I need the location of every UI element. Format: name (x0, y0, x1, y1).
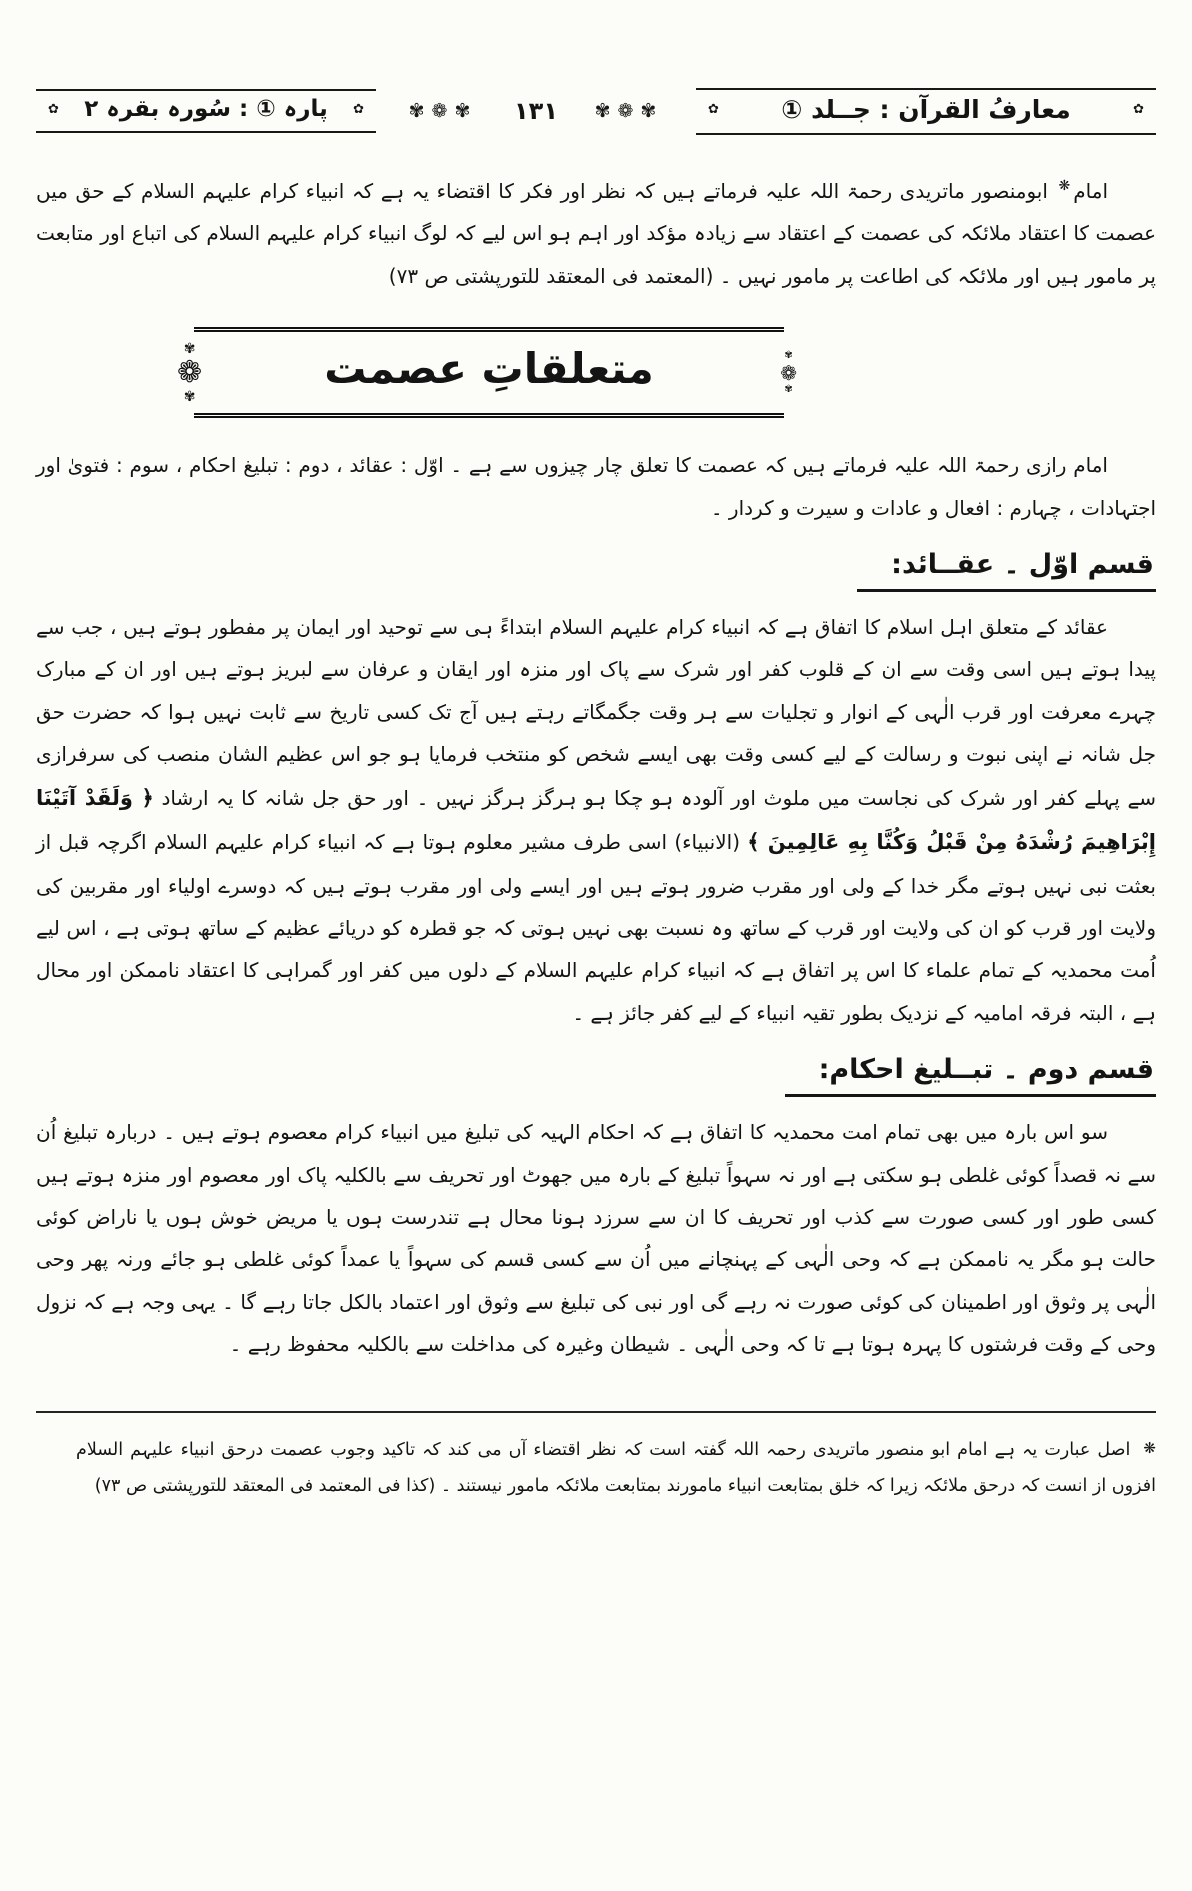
page-header (36, 80, 1156, 142)
floral-ornament-icon (780, 351, 797, 395)
page-number: ۱۳۱ (514, 97, 558, 125)
banner-title: متعلقاتِ عصمت (324, 344, 654, 394)
heading-qism-awwal: قسم اوّل ۔ عقــائد: (857, 549, 1156, 592)
para-surah-title: پارہ ① : سُورہ بقرہ ۲ (84, 96, 328, 122)
floral-ornament-icon: ✾❁✾ (408, 100, 478, 122)
leaf-finial-icon: ✿ (708, 101, 719, 117)
razi-paragraph: امام رازی رحمۃ اللہ علیہ فرماتے ہیں کہ عصمت کا تعلق چار چیزوں سے ہے ۔ اوّل : عقائد ، دوم : تبلیغ احکام ، سوم : فتویٰ اور اجتہادات ، چہارم : افعال و عادات و سیرت و کردار ۔ (36, 453, 1156, 520)
flower-icon: ✾ (784, 349, 793, 361)
footnote-marker-icon: ❋ (1143, 1439, 1156, 1458)
tabligh-paragraph: سو اس بارہ میں بھی تمام امت محمدیہ کا اتفاق ہے کہ احکام الہیہ کی تبلیغ میں انبیاء کرام معصوم ہوتے ہیں ۔ دربارہ تبلیغ اُن سے نہ قصداً کوئی غلطی ہو سکتی ہے اور نہ سہواً تبلیغ کے بارہ میں جھوٹ اور تحریف سے بالکلیہ پاک اور معصوم اور منزہ ہوتے ہیں کسی طور اور کسی صورت سے کذب اور تحریف کا ان سے سرزد ہونا محال ہے تندرست ہوں یا مریض خوش ہوں یا ناراض کوئی حالت ہو مگر یہ ناممکن ہے کہ وحی الٰہی کے پہنچانے میں اُن سے کسی قسم کی سہواً یا عمداً کوئی غلطی ہو جائے ورنہ پھر وحی الٰہی پر وثوق اور اطمینان کی کوئی صورت نہ رہے گی اور نبی کی تبلیغ سے وثوق اور اعتماد بالکل جاتا رہے گا ۔ یہی وجہ ہے کہ نزول وحی کے وقت فرشتوں کا پہرہ ہوتا ہے تا کہ وحی الٰہی ۔ شیطان وغیرہ کی مداخلت سے بالکلیہ محفوظ رہے ۔ (36, 1120, 1156, 1357)
footnote (36, 1433, 1156, 1505)
leaf-finial-icon: ✿ (1133, 101, 1144, 117)
footnote-marker-icon: ❋ (1058, 178, 1071, 195)
floral-ornament-icon: ✾❁✾ (594, 100, 664, 122)
header-section-title-cartouche (36, 89, 376, 133)
flower-icon: ✾ (183, 388, 196, 405)
leaf-finial-icon: ✿ (353, 101, 364, 117)
aqaid-paragraph (36, 606, 1156, 1034)
book-title: معارفُ القرآن : جــلد ① (781, 94, 1071, 124)
flower-icon: ✾ (784, 383, 793, 395)
floral-ornament-icon (177, 342, 202, 404)
flower-icon: ❁ (780, 360, 797, 385)
leaf-finial-icon: ✿ (48, 101, 59, 117)
quran-verse: ﴿ وَلَقَدْ آتَيْنَا إِبْرَاهِيمَ رُشْدَهُ مِنْ قَبْلُ وَكُنَّا بِهِ عَالِمِينَ ﴾ (36, 785, 1157, 855)
flower-icon: ❁ (177, 354, 203, 390)
section-banner (177, 327, 797, 418)
aqaid-text-before-verse: عقائد کے متعلق اہل اسلام کا اتفاق ہے کہ انبیاء کرام علیہم السلام ابتداءً ہی سے توحید اور ایمان پر مفطور ہوتے ہیں ، جب سے پیدا ہوتے ہیں اسی وقت سے ان کے قلوب کفر اور شرک سے پاک اور منزہ اور ایقان و عرفان سے لبریز ہوتے ہیں اور ان کے مبارک چہرے معرفت اور قرب الٰہی کے انوار و تجلیات سے ہر وقت جگمگاتے رہتے ہیں آج تک کسی تاریخ سے ثابت نہیں ہوا کہ حضرت حق جل شانہ نے اپنی نبوت و رسالت کے لیے کسی وقت بھی ایسے شخص کو منتخب فرمایا ہو جو اس عظیم الشان منصب کی سرفرازی سے پہلے کفر اور شرک کی نجاست میں ملوث اور آلودہ ہو چکا ہو ہرگز ہرگز نہیں ۔ اور حق جل شانہ کا یہ ارشاد (36, 614, 1157, 810)
intro-text: ابومنصور ماتریدی رحمۃ اللہ علیہ فرماتے ہیں کہ نظر اور فکر کا اقتضاء یہ ہے کہ انبیاء کرام علیہم السلام کے حق میں عصمت کا اعتقاد ملائکہ کی عصمت کے اعتقاد سے زیادہ مؤکد اور اہم ہو اس لیے کہ لوگ انبیاء کرام علیہم السلام کی اتباع اور متابعت پر مامور ہیں اور ملائکہ کی اطاعت پر مامور نہیں ۔ (المعتمد فی المعتقد للتورپشتی ص ۷۳) (36, 179, 1156, 288)
intro-paragraph (36, 170, 1156, 297)
footnote-text: اصل عبارت یہ ہے امام ابو منصور ماتریدی رحمہ اللہ گفتہ است کہ نظر اقتضاء آں می کند کہ تاکید وجوب عصمت درحق انبیاء علیہم السلام افزوں از انست کہ درحق ملائکہ زیرا کہ خلق بمتابعت انبیاء مامورند بمتابعت ملائکہ مامور نیستند ۔ (کذا فی المعتمد فی المعتقد للتورپشتی ص ۷۳) (76, 1440, 1156, 1497)
footnote-divider (36, 1411, 1156, 1413)
aqaid-text-after-verse: (الانبیاء) اسی طرف مشیر معلوم ہوتا ہے کہ انبیاء کرام علیہم السلام اگرچہ قبل از بعثت نبی نہیں ہوتے مگر خدا کے ولی اور مقرب ضرور ہوتے ہیں اور ایسے ولی اور مقرب ہوتے ہیں کہ دوسرے اولیاء اور مقربین کی ولایت اور قرب کو ان کی ولایت اور قرب کے ساتھ وہ نسبت بھی نہیں ہوتی کہ جو قطرہ کو دریائے عظیم کے ساتھ ہوتی ہے ، اس لیے اُمت محمدیہ کے تمام علماء کا اس پر اتفاق ہے کہ انبیاء کرام علیہم السلام کے دلوں میں کفر اور گمراہی کا اعتقاد ناممکن اور محال ہے ، البتہ فرقہ امامیہ کے نزدیک بطور تقیہ انبیاء کے لیے کفر جائز ہے ۔ (36, 830, 1156, 1025)
header-book-title-cartouche (696, 88, 1156, 135)
flower-icon: ✾ (183, 340, 196, 357)
intro-lead-word: امام (1073, 179, 1109, 203)
heading-qism-dom: قسم دوم ۔ تبــلیغ احکام: (785, 1054, 1156, 1097)
